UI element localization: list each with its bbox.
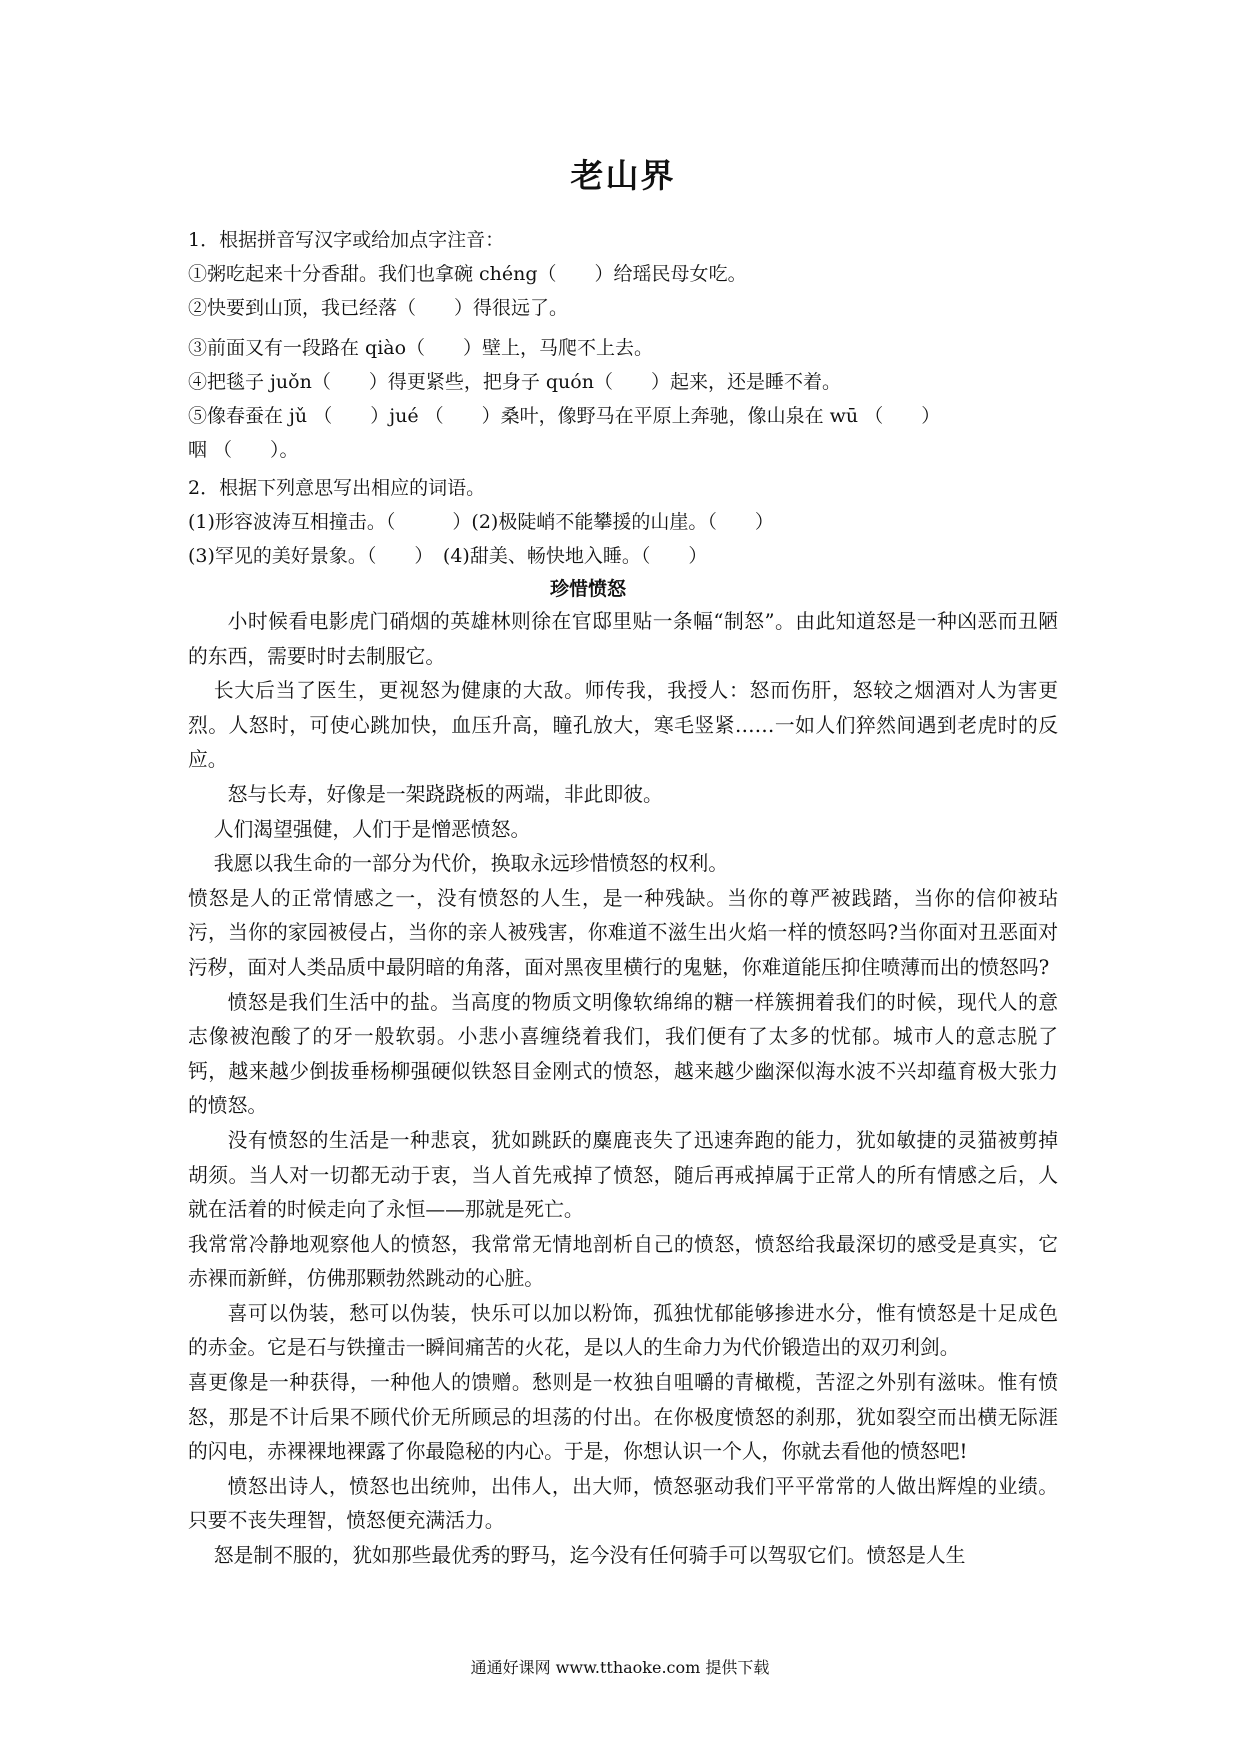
question-2	[188, 471, 1058, 573]
essay-paragraph: 小时候看电影虎门硝烟的英雄林则徐在官邸里贴一条幅“制怒”。由此知道怒是一种凶恶而丑陋的东西，需要时时去制服它。	[188, 610, 1058, 668]
question-1-item: ③前面又有一段路在 qiào（ ）壁上，马爬不上去。	[188, 337, 654, 359]
essay-paragraph: 喜更像是一种获得，一种他人的馈赠。愁则是一枚独自咀嚼的青橄榄，苦涩之外别有滋味。惟有愤怒，那是不计后果不顾代价无所顾忌的坦荡的付出。在你极度愤怒的刹那，犹如裂空而出横无际涯的闪电，赤裸裸地裸露了你最隐秘的内心。于是，你想认识一个人，你就去看他的愤怒吧!	[188, 1371, 1058, 1464]
essay-paragraph: 我愿以我生命的一部分为代价，换取永远珍惜愤怒的权利。	[213, 852, 729, 876]
essay-paragraph: 愤怒是我们生活中的盐。当高度的物质文明像软绵绵的糖一样簇拥着我们的时候，现代人的意志像被泡酸了的牙一般软弱。小悲小喜缠绕着我们，我们便有了太多的忧郁。城市人的意志脱了钙，越来越少倒拔垂杨柳强硬似铁怒目金刚式的愤怒，越来越少幽深似海水波不兴却蕴育极大张力的愤怒。	[188, 990, 1058, 1118]
page-footer: 通通好课网 www.tthaoke.com 提供下载	[470, 1658, 770, 1677]
essay-paragraph: 长大后当了医生，更视怒为健康的大敌。师传我，我授人：怒而伤肝，怒较之烟酒对人为害更烈。人怒时，可使心跳加快，血压升高，瞳孔放大，寒毛竖紧……一如人们猝然间遇到老虎时的反应。	[188, 679, 1058, 772]
essay-paragraph: 喜可以伪装，愁可以伪装，快乐可以加以粉饰，孤独忧郁能够掺进水分，惟有愤怒是十足成色的赤金。它是石与铁撞击一瞬间痛苦的火花，是以人的生命力为代价锻造出的双刃利剑。	[188, 1301, 1058, 1360]
question-1-heading: 1．根据拼音写汉字或给加点字注音：	[188, 229, 505, 251]
question-1-item: ⑤像春蚕在 jǔ （ ）jué （ ）桑叶，像野马在平原上奔驰，像山泉在 wū （ ）	[188, 405, 941, 427]
document-page	[188, 150, 1058, 1574]
essay-paragraph: 我常常冷静地观察他人的愤怒，我常常无情地剖析自己的愤怒，愤怒给我最深切的感受是真实，它赤裸而新鲜，仿佛那颗勃然跳动的心脏。	[188, 1232, 1058, 1291]
essay-paragraph: 怒与长寿，好像是一架跷跷板的两端，非此即彼。	[227, 782, 663, 806]
question-1	[188, 223, 1058, 467]
page-title: 老山界	[570, 156, 676, 195]
essay-title: 珍惜愤怒	[549, 578, 626, 600]
essay-paragraph: 愤怒是人的正常情感之一，没有愤怒的人生，是一种残缺。当你的尊严被践踏，当你的信仰被玷污，当你的家园被侵占，当你的亲人被残害，你难道不滋生出火焰一样的愤怒吗?当你面对丑恶面对污秽，面对人类品质中最阴暗的角落，面对黑夜里横行的鬼魅，你难道能压抑住喷薄而出的愤怒吗?	[188, 886, 1058, 979]
question-2-heading: 2．根据下列意思写出相应的词语。	[188, 477, 486, 499]
essay-paragraph: 怒是制不服的，犹如那些最优秀的野马，迄今没有任何骑手可以驾驭它们。愤怒是人生	[213, 1544, 966, 1568]
question-1-item: ②快要到山顶，我已经落（ ）得很远了。	[188, 297, 569, 319]
question-2-item: (1)形容波涛互相撞击。（ ）(2)极陡峭不能攀援的山崖。（ ）	[188, 511, 774, 533]
essay-paragraph: 愤怒出诗人，愤怒也出统帅，出伟人，出大师，愤怒驱动我们平平常常的人做出辉煌的业绩。只要不丧失理智，愤怒便充满活力。	[188, 1474, 1058, 1533]
essay-paragraph: 人们渴望强健，人们于是憎恶愤怒。	[213, 817, 531, 841]
question-1-item: 咽 （ ）。	[188, 439, 299, 461]
essay-paragraph: 没有愤怒的生活是一种悲哀，犹如跳跃的麋鹿丧失了迅速奔跑的能力，犹如敏捷的灵猫被剪掉胡须。当人对一切都无动于衷，当人首先戒掉了愤怒，随后再戒掉属于正常人的所有情感之后，人就在活着的时候走向了永恒——那就是死亡。	[188, 1128, 1058, 1222]
essay-body	[188, 605, 1058, 1574]
question-1-item: ④把毯子 juǒn（ ）得更紧些，把身子 quón（ ）起来，还是睡不着。	[188, 371, 841, 393]
question-2-item: (3)罕见的美好景象。（ ） (4)甜美、畅快地入睡。（ ）	[188, 545, 708, 567]
question-1-item: ①粥吃起来十分香甜。我们也拿碗 chéng（ ）给瑶民母女吃。	[188, 263, 747, 285]
